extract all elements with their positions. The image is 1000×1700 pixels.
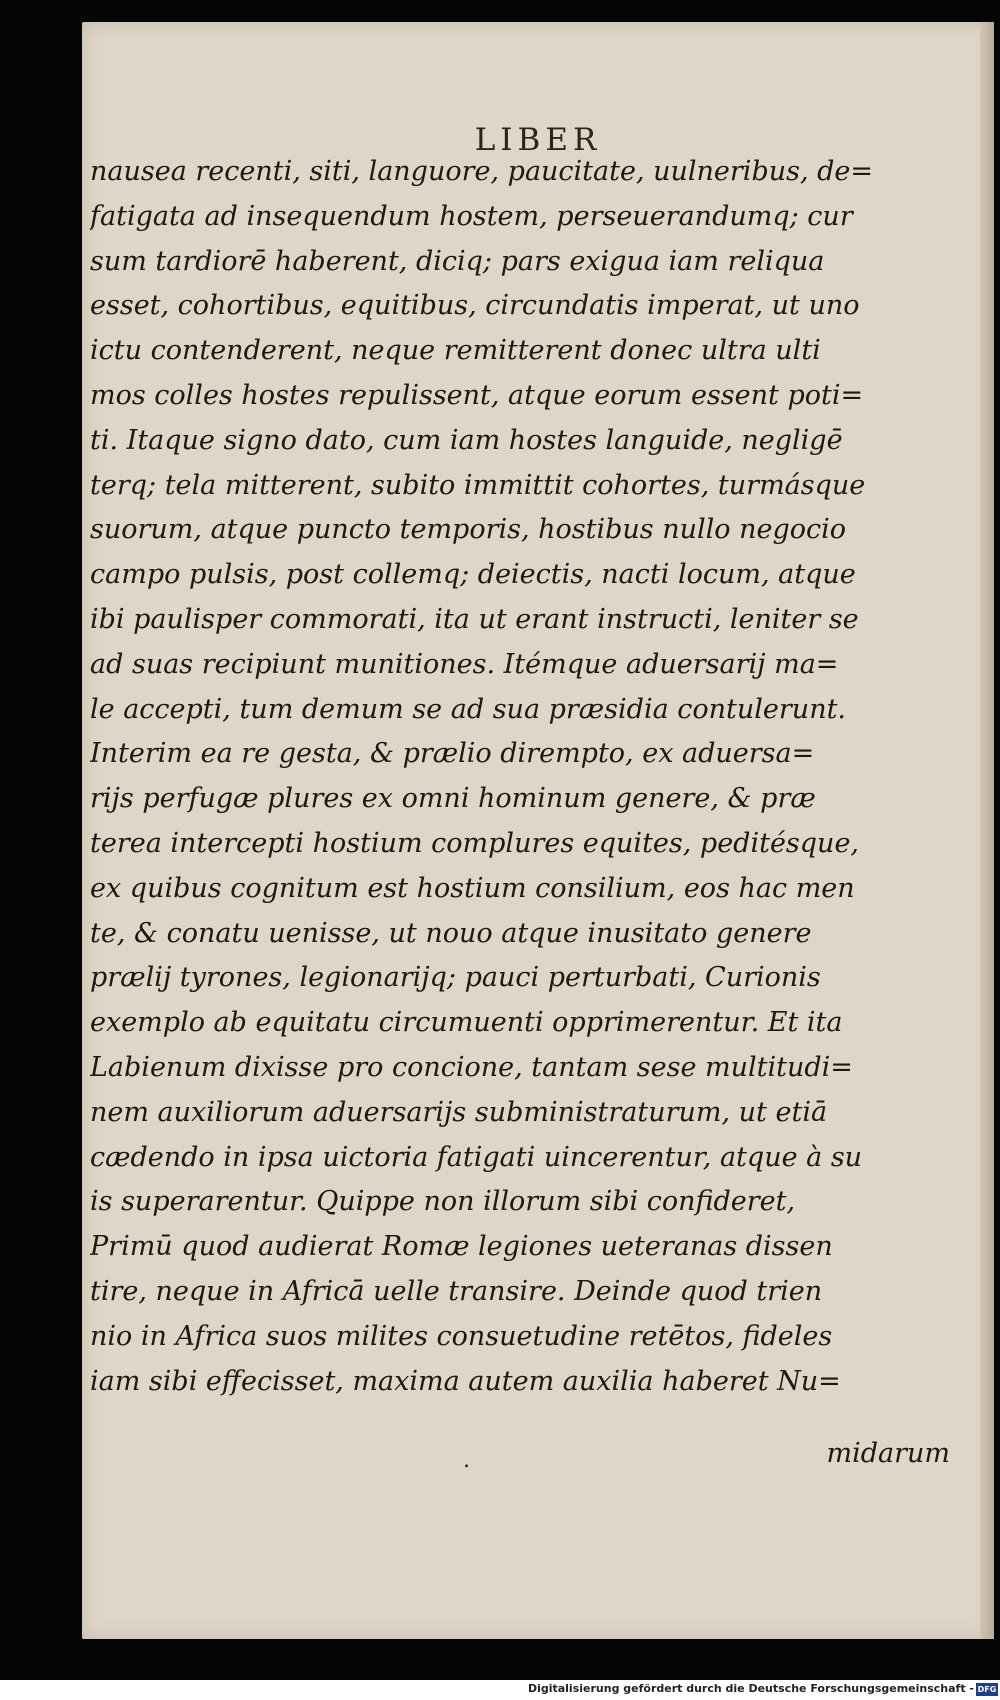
text-line: mos colles hostes repulissent, atque eorum essent poti=: [90, 379, 864, 411]
text-line: iam sibi effecisset, maxima autem auxilia haberet Nu=: [90, 1365, 841, 1397]
text-line: exemplo ab equitatu circumuenti opprimerentur. Et ita: [90, 1007, 843, 1039]
text-line: fatigata ad insequendum hostem, perseuerandumq; cur: [90, 200, 853, 232]
text-line: sum tardiorē haberent, diciq; pars exigua iam reliqua: [90, 245, 825, 277]
page-edge: [980, 22, 994, 1639]
text-line: cædendo in ipsa uictoria fatigati uincerentur, atque à su: [90, 1141, 863, 1173]
text-line: ti. Itaque signo dato, cum iam hostes languide, negligē: [90, 424, 843, 456]
text-line: Labienum dixisse pro concione, tantam sese multitudi=: [90, 1051, 853, 1083]
dfg-logo: DFG: [977, 1685, 997, 1694]
text-line: nausea recenti, siti, languore, paucitate, uulneribus, de=: [90, 156, 874, 187]
text-line: ex quibus cognitum est hostium consilium, eos hac men: [90, 872, 855, 904]
text-line: suorum, atque puncto temporis, hostibus nullo negocio: [90, 514, 847, 546]
running-head: LIBER: [474, 122, 602, 158]
text-line: ictu contenderent, neque remitterent donec ultra ulti: [90, 335, 821, 367]
text-line: nem auxiliorum aduersarijs subministraturum, ut etiā: [90, 1096, 828, 1128]
text-line: terq; tela mitterent, subito immittit cohortes, turmásque: [90, 469, 866, 501]
text-line: terea intercepti hostium complures equites, peditésque,: [90, 827, 860, 859]
digitization-footer: [0, 1680, 1000, 1700]
text-line: Primū quod audierat Romæ legiones ueteranas dissen: [90, 1231, 833, 1263]
text-line: Interim ea re gesta, & prælio dirempto, ex aduersa=: [90, 738, 815, 770]
text-line: is superarentur. Quippe non illorum sibi confideret,: [90, 1186, 796, 1218]
text-line: te, & conatu uenisse, ut nouo atque inusitato genere: [90, 917, 812, 949]
text-block: [90, 150, 950, 1404]
text-line: ad suas recipiunt munitiones. Itémque aduersarij ma=: [90, 648, 839, 680]
catchword-row: [90, 1438, 950, 1478]
text-line: tire, neque in Africā uelle transire. Deinde quod trien: [90, 1275, 823, 1307]
text-line: le accepti, tum demum se ad sua præsidia contulerunt.: [90, 693, 847, 725]
text-line: esset, cohortibus, equitibus, circundatis imperat, ut uno: [90, 290, 860, 322]
text-line: ibi paulisper commorati, ita ut erant instructi, leniter se: [90, 603, 859, 635]
signature-mark: .: [463, 1448, 470, 1473]
funding-credit: Digitalisierung gefördert durch die Deutsche Forschungsgemeinschaft -: [527, 1682, 974, 1695]
catchword: midarum: [826, 1438, 950, 1469]
text-line: campo pulsis, post collemq; deiectis, nacti locum, atque: [90, 559, 856, 591]
text-line: prælij tyrones, legionarijq; pauci perturbati, Curionis: [90, 962, 821, 994]
text-line: rijs perfugæ plures ex omni hominum genere, & præ: [90, 783, 816, 815]
text-line: nio in Africa suos milites consuetudine retētos, fideles: [90, 1320, 833, 1352]
